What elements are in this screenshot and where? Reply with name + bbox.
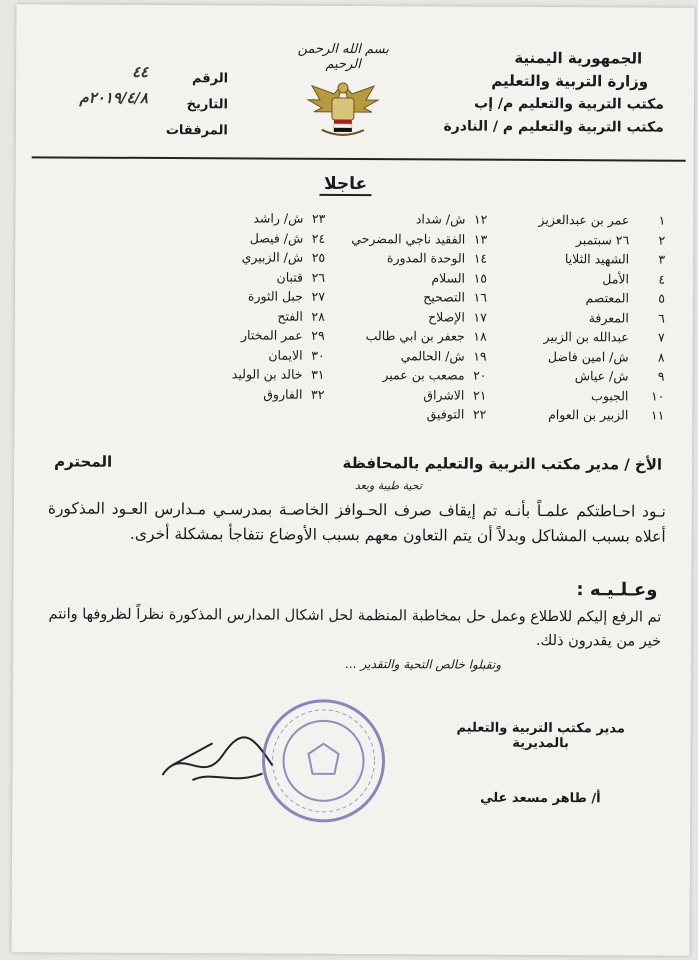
schools-list (165, 210, 666, 423)
header-divider (32, 156, 686, 161)
list-item: ٣٢الفاروق (263, 386, 325, 402)
addressee: الأخ / مدير مكتب التربية والتعليم بالمحافظة (342, 453, 663, 474)
list-item: ١٧الإصلاح (428, 308, 487, 325)
number-value: ٤٤ (131, 62, 149, 81)
basmala: بسم الله الرحمن الرحيم (297, 41, 389, 73)
letterhead-right (404, 46, 664, 139)
signer-name: أ/ طاهر مسعد علي (480, 790, 601, 807)
list-item: ١٢ش/ شداد (415, 211, 488, 227)
date-row (28, 88, 229, 123)
signer-title: مدير مكتب التربية والتعليم بالمديرية (456, 720, 625, 752)
list-item: ٢٢التوفيق (426, 406, 487, 422)
list-item: ٢٥ش/ الزبيري (241, 249, 326, 265)
list-item: ٢٤ش/ فيصل (249, 229, 326, 246)
list-item: ٦المعرفة (588, 309, 665, 326)
list-item: ٣الشهيد الثلايا (564, 251, 666, 267)
office-ib: مكتب التربية والتعليم م/ إب (474, 95, 665, 113)
list-item: ٩ش/ عياش (574, 368, 665, 384)
list-item: ٤الأمل (602, 270, 666, 287)
list-item: ٢٨الفتح (277, 308, 325, 324)
list-item: ١٥السلام (431, 269, 488, 286)
list-item: ٢٠مصعب بن عمير (382, 367, 487, 383)
letter-request: تم الرفع إليكم للاطلاع وعمل حل بمخاطبة المنظمة لحل اشكال المدارس المذكورة نظراً لظروفها وانتم خير من يقدرون ذلك. (48, 606, 662, 650)
closing-line: وتقبلوا خالص التحية والتقدير ... (345, 656, 502, 672)
schools-column-1 (494, 212, 665, 427)
list-item: ١٠الجبوب (591, 387, 665, 404)
date-value: ٢٠١٩/٤/٨م (79, 88, 149, 107)
schools-column-3 (179, 210, 325, 406)
list-item: ٣١خالد بن الوليد (231, 366, 325, 382)
yemen-eagle-emblem-icon (304, 76, 382, 140)
addressee-line (54, 452, 663, 474)
attachments-row (28, 122, 228, 149)
list-item: ٢٩عمر المختار (240, 327, 325, 343)
list-item: ٢٦قتبان (276, 269, 326, 285)
list-item: ٢٢٦ سبتمبر (575, 231, 666, 248)
list-item: ٣٠الايمان (268, 347, 325, 363)
letterhead-center (278, 42, 409, 141)
respected-label: المحترم (54, 452, 113, 471)
list-item: ١عمر بن عبدالعزيز (538, 211, 666, 228)
list-item: ١٦التصحيح (423, 289, 487, 305)
attachments-label: المرفقات (165, 123, 228, 139)
list-item: ١٨جعفر بن ابي طالب (365, 328, 487, 344)
reference-block (28, 62, 229, 149)
office-nadira: مكتب التربية والتعليم م / النادرة (443, 118, 664, 136)
number-label: الرقم (191, 71, 229, 87)
letter-body: نـود احـاطتكم علمـاً بأنـه تم إيقاف صرف الحـوافز الخاصـة بمدرسـي مـدارس العـود المذكورة أعلاه بسبب المشاكل وبدلاً أن يتم التعاون معهم بسبب الأوضاع نتفاجأ بمشكلة أخرى. (47, 499, 666, 546)
greeting: تحية طيبة وبعد (354, 479, 423, 493)
urgent-heading: عاجلا (305, 174, 385, 194)
schools-column-2 (336, 211, 487, 426)
list-item: ١٣الفقيد ناجي المضرحي (351, 230, 488, 247)
official-stamp-icon (258, 696, 389, 827)
list-item: ٧عبدالله بن الزبير (543, 328, 665, 345)
list-item: ٨ش/ امين فاضل (547, 348, 665, 365)
list-item: ٢٧جبل الثورة (247, 288, 326, 304)
list-item: ٢٣ش/ راشد (253, 210, 326, 226)
list-item: ١٤الوحدة المدورة (386, 250, 488, 266)
ministry-name: وزارة التربية والتعليم (491, 71, 649, 91)
letter-page (12, 4, 695, 956)
republic-name: الجمهورية اليمنية (514, 48, 643, 68)
signature-block (430, 720, 650, 806)
list-item: ١١الزبير بن العوام (548, 407, 665, 423)
list-item: ٥المعتصم (585, 290, 665, 306)
date-label: التاريخ (186, 97, 229, 113)
therefore-heading: وعـلـيـه : (576, 579, 658, 601)
list-item: ٢١الاشراق (423, 386, 487, 403)
list-item: ١٩ش/ الحالمي (400, 347, 487, 364)
